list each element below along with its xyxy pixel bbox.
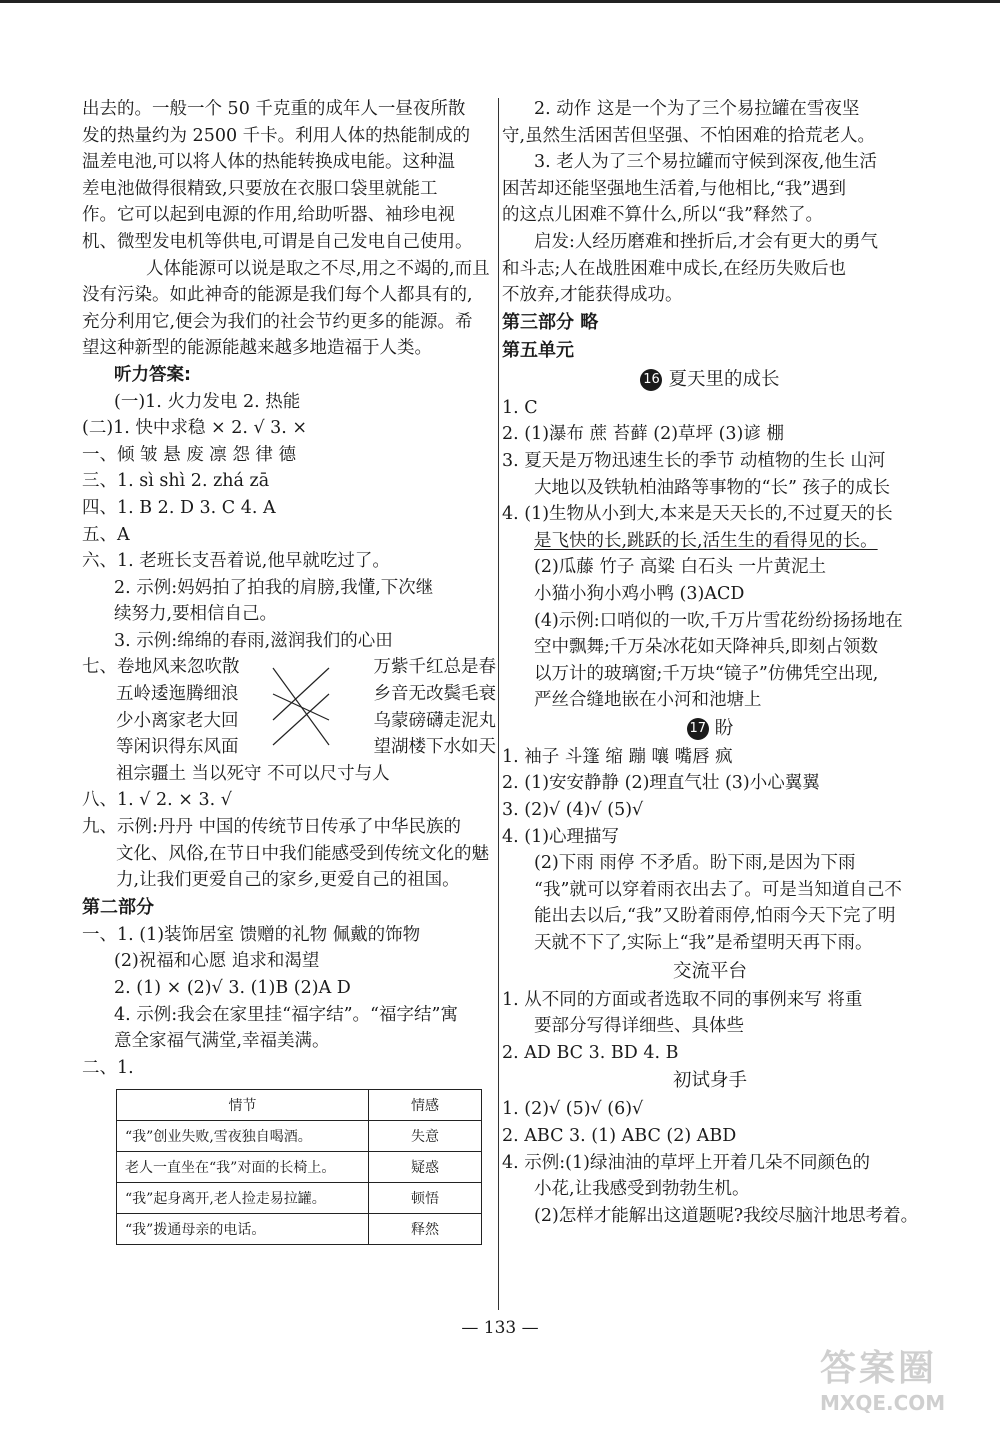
- answer-inspiration: 启发:人经历磨难和挫折后,才会有更大的勇气: [534, 231, 878, 252]
- answer-q5: 五、A: [82, 524, 130, 545]
- essay-line: 作。它可以起到电源的作用,给助听器、袖珍电视: [82, 205, 456, 226]
- answer-inspiration-cont: 和斗志;人在战胜困难中成长,在经历失败后也: [502, 258, 846, 279]
- answer-r2-cont: 守,虽然生活困苦但坚强、不怕困难的拾荒老人。: [502, 125, 876, 146]
- watermark-logo: [820, 1340, 990, 1420]
- exchange-answer-1: 1. 从不同的方面或者选取不同的事例来写 将重: [502, 989, 863, 1010]
- table-row: [117, 1121, 482, 1152]
- l16-answer-1: 1. C: [502, 397, 538, 418]
- l17-answer-3: 3. (2)√ (4)√ (5)√: [502, 800, 644, 821]
- answer-q8: 八、1. √ 2. × 3. √: [82, 790, 232, 811]
- matching-lines: [271, 660, 331, 760]
- table-row: [117, 1152, 482, 1183]
- lesson-16-name: 夏天里的成长: [668, 368, 780, 390]
- essay-line: 机、微型发电机等供电,可谓是自己发电自己使用。: [82, 231, 473, 252]
- poem-right-line: 万紫千红总是春: [373, 657, 496, 678]
- essay-line: 人体能源可以说是取之不尽,用之不竭的,而且: [146, 258, 490, 279]
- l17-answer-4-2-cont: “我”就可以穿着雨衣出去了。可是当知道自己不: [534, 879, 902, 900]
- table-cell-feeling: 释然: [369, 1214, 482, 1245]
- part2-section-2: 二、1.: [82, 1057, 134, 1078]
- table-cell-plot: 老人一直坐在“我”对面的长椅上。: [117, 1152, 369, 1183]
- plot-feeling-table: [116, 1089, 482, 1245]
- essay-line: 没有污染。如此神奇的能源是我们每个人都具有的,: [82, 285, 473, 306]
- answer-inspiration-cont: 不放弃,才能获得成功。: [502, 285, 683, 306]
- l16-answer-4-2: (2)瓜藤 竹子 高粱 白石头 一片黄泥土: [534, 557, 827, 578]
- poem-left-line: 少小离家老大回: [116, 710, 239, 731]
- essay-line: 望这种新型的能源能越来越多地造福于人类。: [82, 338, 432, 359]
- left-column: [82, 96, 494, 1245]
- exchange-platform-title: 交流平台: [672, 960, 747, 982]
- answer-q6-2: 2. 示例:妈妈拍了拍我的肩膀,我懂,下次继: [114, 577, 434, 598]
- table-row: [117, 1183, 482, 1214]
- trial-answer-2: 2. ABC 3. (1) ABC (2) ABD: [502, 1126, 737, 1146]
- top-border: [0, 0, 1000, 3]
- table-cell-plot: “我”起身离开,老人捡走易拉罐。: [117, 1183, 369, 1214]
- watermark-url: MXQE.COM: [820, 1391, 946, 1415]
- essay-line: 差电池做得很精致,只要放在衣服口袋里就能工: [82, 178, 438, 199]
- poem-left-line: 等闲识得东风面: [116, 737, 239, 758]
- poem-right-lines: [374, 654, 497, 760]
- essay-paragraph-2: [82, 256, 494, 362]
- poem-right-line: 乌蒙磅礴走泥丸: [373, 710, 496, 731]
- l16-answer-4-cont: 是飞快的长,跳跃的长,活生生的看得见的长。: [534, 530, 878, 551]
- trial-title: 初试身手: [672, 1070, 747, 1092]
- table-cell-plot: “我”拨通母亲的电话。: [117, 1214, 369, 1245]
- l16-answer-4: 4. (1)生物从小到大,本来是天天长的,不过夏天的长: [502, 504, 893, 525]
- answer-q4: 四、1. B 2. D 3. C 4. A: [82, 497, 276, 518]
- trial-answer-1: 1. (2)√ (5)√ (6)√: [502, 1099, 644, 1120]
- answer-r3-cont: 的这点儿困难不算什么,所以“我”释然了。: [502, 205, 823, 226]
- table-header-row: [117, 1090, 482, 1121]
- answer-q9: 九、示例:丹丹 中国的传统节日传承了中华民族的: [82, 817, 461, 838]
- page-number: — 133 —: [461, 1318, 539, 1338]
- essay-line: 发的热量约为 2500 千卡。利用人体的热能制成的: [82, 125, 471, 146]
- part2-title: 第二部分: [82, 896, 154, 918]
- l16-answer-4-4-cont: 空中飘舞;千万朵冰花如天降神兵,即刻占领数: [534, 637, 878, 658]
- answer-q7-last: 祖宗疆土 当以死守 不可以尺寸与人: [116, 763, 390, 784]
- l16-answer-3-cont: 大地以及铁轨柏油路等事物的“长” 孩子的成长: [534, 477, 890, 498]
- answer-q6-1: 六、1. 老班长支吾着说,他早就吃过了。: [82, 551, 390, 572]
- right-column: [502, 96, 918, 1229]
- table-cell-feeling: 疑惑: [369, 1152, 482, 1183]
- l17-answer-4-2: (2)下雨 雨停 不矛盾。盼下雨,是因为下雨: [534, 853, 856, 874]
- table-cell-feeling: 失意: [369, 1121, 482, 1152]
- l16-answer-4-2-cont: 小猫小狗小鸡小鸭 (3)ACD: [534, 583, 745, 604]
- exchange-answer-1-cont: 要部分写得详细些、具体些: [534, 1016, 744, 1037]
- trial-answer-4-cont: 小花,让我感受到勃勃生机。: [534, 1179, 750, 1200]
- answer-q9-cont: 力,让我们更爱自己的家乡,更爱自己的祖国。: [116, 870, 460, 891]
- l17-answer-4-2-cont: 天就不下了,实际上“我”是希望明天再下雨。: [534, 933, 873, 954]
- l17-answer-4-2-cont: 能出去以后,“我”又盼着雨停,怕雨今天下完了明: [534, 906, 896, 927]
- lesson-16-title: [502, 365, 918, 395]
- exchange-answer-2: 2. AD BC 3. BD 4. B: [502, 1042, 679, 1063]
- l16-answer-2: 2. (1)瀑布 蔗 苔藓 (2)草坪 (3)谚 棚: [502, 424, 784, 445]
- answer-r3-cont: 困苦却还能坚强地生活着,与他相比,“我”遇到: [502, 178, 847, 199]
- essay-line: 出去的。一般一个 50 千克重的成年人一昼夜所散: [82, 99, 466, 119]
- l16-answer-3: 3. 夏天是万物迅速生长的季节 动植物的生长 山河: [502, 450, 886, 471]
- lesson-17-name: 盼: [714, 717, 734, 739]
- answer-q9-cont: 文化、风俗,在节日中我们能感受到传统文化的魅: [116, 843, 490, 864]
- table-cell-feeling: 顿悟: [369, 1183, 482, 1214]
- l16-answer-4-4-cont: 以万计的玻璃窗;千万块“镜子”仿佛凭空出现,: [534, 663, 879, 684]
- unit5-title: 第五单元: [502, 339, 574, 361]
- poem-left-lines: [82, 654, 240, 760]
- part2-answer-4-cont: 意全家福气满堂,幸福美满。: [114, 1031, 330, 1052]
- l16-answer-4-4-cont: 严丝合缝地嵌在小河和池塘上: [534, 690, 762, 711]
- column-divider: [498, 98, 499, 1310]
- answer-r3: 3. 老人为了三个易拉罐而守候到深夜,他生活: [534, 152, 877, 173]
- l16-answer-4-4: (4)示例:口哨似的一吹,千万片雪花纷纷扬扬地在: [534, 610, 903, 631]
- poem-matching: [82, 654, 496, 760]
- table-cell-plot: “我”创业失败,雪夜独自喝酒。: [117, 1121, 369, 1152]
- part2-answer-1-cont: (2)祝福和心愿 追求和渴望: [114, 951, 320, 972]
- table-row: [117, 1214, 482, 1245]
- trial-answer-4-cont: (2)怎样才能解出这道题呢?我绞尽脑汁地思考着。: [534, 1205, 919, 1226]
- lesson-17-number: 17: [687, 718, 709, 740]
- part2-answer-2: 2. (1) × (2)√ 3. (1)B (2)A D: [114, 978, 351, 998]
- part2-answer-4: 4. 示例:我会在家里挂“福字结”。“福字结”寓: [114, 1004, 458, 1025]
- lesson-17-title: [502, 714, 918, 744]
- listening-answer-2: (二)1. 快中求稳 × 2. √ 3. ×: [82, 418, 308, 439]
- essay-paragraph-1: [82, 96, 494, 256]
- l17-answer-4: 4. (1)心理描写: [502, 826, 620, 847]
- trial-answer-4: 4. 示例:(1)绿油油的草坪上开着几朵不同颜色的: [502, 1152, 870, 1173]
- poem-right-line: 乡音无改鬓毛衰: [373, 684, 496, 705]
- answer-r2: 2. 动作 这是一个为了三个易拉罐在雪夜坚: [534, 99, 860, 119]
- table-header-plot: 情节: [117, 1090, 369, 1121]
- essay-line: 温差电池,可以将人体的热能转换成电能。这种温: [82, 152, 456, 173]
- part2-answer-1: 一、1. (1)装饰居室 馈赠的礼物 佩戴的饰物: [82, 924, 421, 945]
- watermark-text: 答案圈: [820, 1348, 938, 1389]
- l17-answer-1: 1. 袖子 斗篷 缩 蹦 嚷 嘴唇 疯: [502, 746, 733, 767]
- l17-answer-2: 2. (1)安安静静 (2)理直气壮 (3)小心翼翼: [502, 773, 820, 794]
- essay-line: 充分利用它,便会为我们的社会节约更多的能源。希: [82, 311, 473, 332]
- poem-left-line: 五岭逶迤腾细浪: [116, 684, 239, 705]
- lesson-16-number: 16: [640, 369, 662, 391]
- table-header-feeling: 情感: [369, 1090, 482, 1121]
- answer-q6-3: 3. 示例:绵绵的春雨,滋润我们的心田: [114, 630, 393, 651]
- listening-answer-1: (一)1. 火力发电 2. 热能: [114, 391, 301, 412]
- answer-q1: 一、倾 皱 悬 废 凛 怨 律 德: [82, 444, 296, 465]
- part3-title: 第三部分 略: [502, 311, 599, 333]
- answer-q3: 三、1. sì shì 2. zhá zā: [82, 471, 270, 492]
- answer-q6-2-cont: 续努力,要相信自己。: [114, 604, 278, 625]
- listening-title: 听力答案:: [114, 364, 191, 385]
- poem-left-line: 七、卷地风来忽吹散: [82, 657, 240, 678]
- poem-right-line: 望湖楼下水如天: [373, 737, 496, 758]
